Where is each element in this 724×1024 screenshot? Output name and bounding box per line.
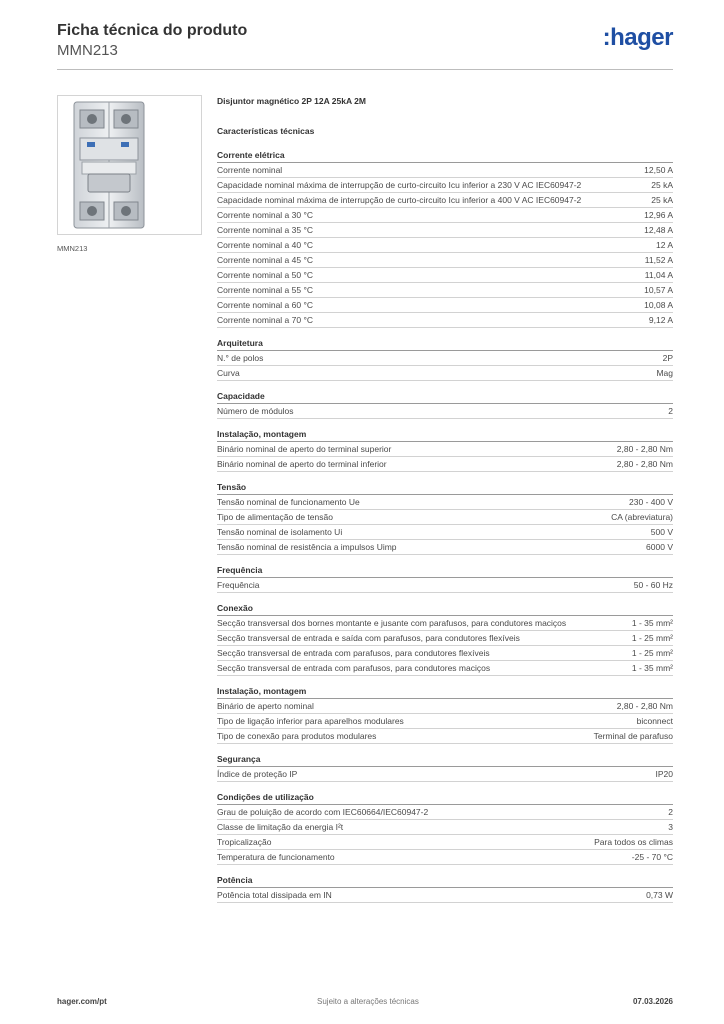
spec-row: [217, 510, 673, 525]
spec-value: 2,80 - 2,80 Nm: [616, 444, 673, 454]
spec-value: Terminal de parafuso: [593, 731, 673, 741]
spec-row: [217, 442, 673, 457]
section-title: Potência: [217, 874, 673, 888]
spec-value: Mag: [656, 368, 673, 378]
footer-website-link[interactable]: hager.com/pt: [57, 997, 107, 1006]
spec-value: 12,48 A: [644, 225, 673, 235]
spec-row: [217, 729, 673, 744]
spec-row: [217, 366, 673, 381]
spec-row: [217, 253, 673, 268]
section-title: Tensão: [217, 481, 673, 495]
spec-row: [217, 646, 673, 661]
spec-label: Secção transversal de entrada com parafusos, para condutores flexíveis: [217, 648, 490, 658]
section-title: Condições de utilização: [217, 791, 673, 805]
spec-row: [217, 495, 673, 510]
spec-value: 2: [668, 807, 673, 817]
product-description: Disjuntor magnético 2P 12A 25kA 2M: [217, 96, 366, 106]
spec-value: 2,80 - 2,80 Nm: [616, 459, 673, 469]
footer-date: 07.03.2026: [632, 997, 673, 1006]
spec-value: 1 - 35 mm²: [631, 663, 673, 673]
spec-value: IP20: [655, 769, 673, 779]
spec-label: Binário nominal de aperto do terminal inferior: [217, 459, 387, 469]
spec-label: Corrente nominal a 40 °C: [217, 240, 314, 250]
spec-row: [217, 525, 673, 540]
spec-label: Potência total dissipada em IN: [217, 890, 332, 900]
spec-value: 3: [668, 822, 673, 832]
spec-section: [217, 753, 673, 782]
spec-label: Corrente nominal a 45 °C: [217, 255, 314, 265]
spec-value: 2,80 - 2,80 Nm: [616, 701, 673, 711]
spec-label: Secção transversal dos bornes montante e jusante com parafusos, para condutores maciços: [217, 618, 567, 628]
spec-value: 11,52 A: [644, 255, 673, 265]
spec-section: [217, 481, 673, 555]
spec-value: 1 - 35 mm²: [631, 618, 673, 628]
spec-row: [217, 835, 673, 850]
spec-label: Corrente nominal a 70 °C: [217, 315, 314, 325]
spec-row: [217, 767, 673, 782]
spec-section: [217, 874, 673, 903]
spec-content: [217, 96, 673, 912]
spec-value: 1 - 25 mm²: [631, 633, 673, 643]
spec-section: [217, 337, 673, 381]
spec-label: Binário nominal de aperto do terminal superior: [217, 444, 392, 454]
spec-row: [217, 661, 673, 676]
spec-row: [217, 268, 673, 283]
spec-row: [217, 351, 673, 366]
spec-value: 12 A: [655, 240, 673, 250]
spec-row: [217, 404, 673, 419]
spec-row: [217, 850, 673, 865]
spec-label: Tipo de alimentação de tensão: [217, 512, 333, 522]
spec-value: 2: [668, 406, 673, 416]
spec-row: [217, 208, 673, 223]
spec-row: [217, 298, 673, 313]
spec-value: 1 - 25 mm²: [631, 648, 673, 658]
spec-label: Corrente nominal a 30 °C: [217, 210, 314, 220]
spec-value: 12,50 A: [644, 165, 673, 175]
spec-value: 6000 V: [646, 542, 673, 552]
spec-section: [217, 602, 673, 676]
spec-label: Frequência: [217, 580, 260, 590]
spec-label: Corrente nominal: [217, 165, 283, 175]
spec-label: Tensão nominal de isolamento Ui: [217, 527, 343, 537]
spec-label: Corrente nominal a 60 °C: [217, 300, 314, 310]
spec-row: [217, 283, 673, 298]
spec-value: biconnect: [636, 716, 673, 726]
section-title: Corrente elétrica: [217, 149, 673, 163]
spec-row: [217, 616, 673, 631]
spec-row: [217, 313, 673, 328]
footer-notice: Sujeito a alterações técnicas: [317, 997, 419, 1006]
spec-value: 12,96 A: [644, 210, 673, 220]
spec-label: Corrente nominal a 35 °C: [217, 225, 314, 235]
spec-value: 9,12 A: [648, 315, 673, 325]
spec-row: [217, 888, 673, 903]
spec-section: [217, 428, 673, 472]
spec-value: 230 - 400 V: [629, 497, 673, 507]
section-title: Frequência: [217, 564, 673, 578]
spec-row: [217, 540, 673, 555]
technical-characteristics-heading: Características técnicas: [217, 126, 315, 136]
hager-logo: :hager: [602, 24, 673, 51]
spec-label: Índice de proteção IP: [217, 769, 298, 779]
spec-section: [217, 685, 673, 744]
spec-row: [217, 457, 673, 472]
document-title: Ficha técnica do produto: [57, 22, 248, 39]
spec-section: [217, 791, 673, 865]
spec-label: Número de módulos: [217, 406, 294, 416]
spec-value: 10,08 A: [644, 300, 673, 310]
spec-row: [217, 578, 673, 593]
spec-section: [217, 564, 673, 593]
spec-label: Capacidade nominal máxima de interrupção de curto-circuito Icu inferior a 230 V AC IEC60947-2: [217, 180, 582, 190]
spec-value: 11,04 A: [644, 270, 673, 280]
spec-row: [217, 631, 673, 646]
spec-label: Binário de aperto nominal: [217, 701, 314, 711]
spec-value: -25 - 70 °C: [631, 852, 673, 862]
spec-label: Tropicalização: [217, 837, 272, 847]
spec-label: Tipo de conexão para produtos modulares: [217, 731, 377, 741]
spec-value: 25 kA: [651, 195, 673, 205]
spec-sections: [217, 149, 673, 903]
section-title: Instalação, montagem: [217, 428, 673, 442]
spec-label: Corrente nominal a 50 °C: [217, 270, 314, 280]
spec-label: Classe de limitação da energia I²t: [217, 822, 344, 832]
spec-label: Temperatura de funcionamento: [217, 852, 335, 862]
spec-label: Capacidade nominal máxima de interrupção de curto-circuito Icu inferior a 400 V AC IEC60947-2: [217, 195, 582, 205]
spec-label: Tipo de ligação inferior para aparelhos modulares: [217, 716, 404, 726]
spec-label: Corrente nominal a 55 °C: [217, 285, 314, 295]
spec-section: [217, 390, 673, 419]
section-title: Segurança: [217, 753, 673, 767]
spec-value: 500 V: [650, 527, 673, 537]
spec-value: 50 - 60 Hz: [633, 580, 673, 590]
spec-row: [217, 714, 673, 729]
spec-row: [217, 178, 673, 193]
image-caption: MMN213: [57, 244, 88, 253]
spec-row: [217, 699, 673, 714]
spec-value: 10,57 A: [644, 285, 673, 295]
section-title: Instalação, montagem: [217, 685, 673, 699]
spec-row: [217, 238, 673, 253]
spec-label: Grau de poluição de acordo com IEC60664/IEC60947-2: [217, 807, 429, 817]
spec-label: Tensão nominal de funcionamento Ue: [217, 497, 360, 507]
spec-value: 25 kA: [651, 180, 673, 190]
spec-row: [217, 193, 673, 208]
section-title: Capacidade: [217, 390, 673, 404]
section-title: Arquitetura: [217, 337, 673, 351]
product-image: [57, 95, 202, 235]
spec-label: Curva: [217, 368, 240, 378]
spec-section: [217, 149, 673, 328]
spec-value: CA (abreviatura): [611, 512, 673, 522]
spec-value: Para todos os climas: [594, 837, 673, 847]
spec-row: [217, 223, 673, 238]
spec-row: [217, 820, 673, 835]
spec-row: [217, 805, 673, 820]
spec-label: Secção transversal de entrada e saída com parafusos, para condutores flexíveis: [217, 633, 520, 643]
section-title: Conexão: [217, 602, 673, 616]
spec-value: 0,73 W: [646, 890, 673, 900]
spec-row: [217, 163, 673, 178]
circuit-breaker-icon: [58, 96, 203, 236]
spec-value: 2P: [662, 353, 673, 363]
spec-label: Tensão nominal de resistência a impulsos Uimp: [217, 542, 397, 552]
product-reference: MMN213: [57, 42, 118, 59]
page-header: [57, 20, 673, 70]
spec-label: N.° de polos: [217, 353, 264, 363]
spec-label: Secção transversal de entrada com parafusos, para condutores maciços: [217, 663, 491, 673]
